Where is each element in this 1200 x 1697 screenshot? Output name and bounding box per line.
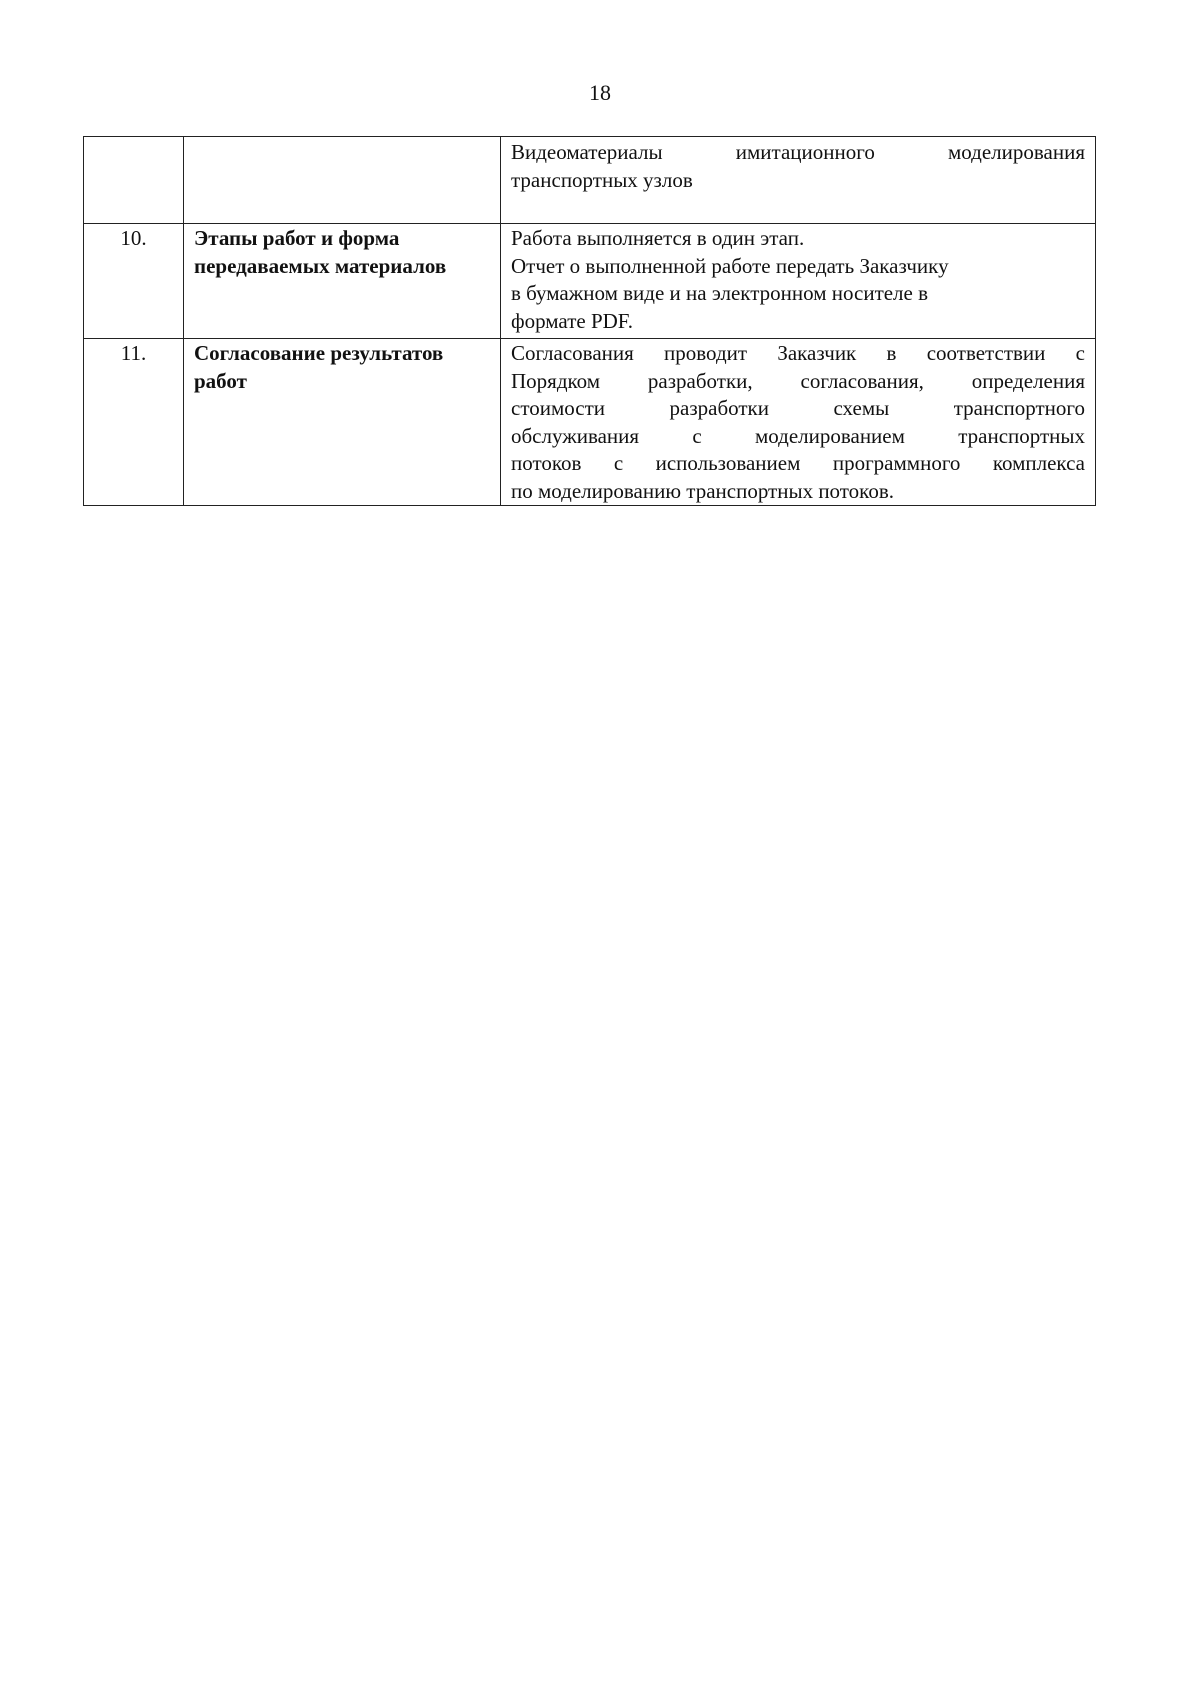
description-line: транспортных узлов	[511, 167, 693, 192]
name-line: работ	[194, 368, 247, 393]
name-line: Этапы работ и форма	[194, 226, 400, 250]
description-line: в бумажном виде и на электронном носителе в	[511, 281, 929, 305]
description-line: Согласования проводит Заказчик в соответствии с	[511, 341, 1085, 365]
description-line: по моделированию транспортных потоков.	[511, 478, 894, 503]
name-line: Согласование результатов	[194, 341, 444, 365]
description-line: стоимости разработки схемы транспортного	[511, 396, 1085, 420]
description-line: Видеоматериалы имитационного моделирования	[511, 140, 1085, 164]
row-number-cell: 11.	[84, 339, 184, 506]
page-number: 18	[589, 80, 611, 105]
row-name-cell	[184, 137, 501, 224]
row-description-cell	[501, 137, 1096, 224]
table-row-continuation	[84, 137, 1096, 224]
name-line: передаваемых материалов	[194, 253, 447, 278]
description-line: Порядком разработки, согласования, определения	[511, 368, 1085, 393]
row-description-cell	[501, 224, 1096, 339]
description-line: Работа выполняется в один этап.	[511, 226, 805, 250]
row-description-cell	[501, 339, 1096, 506]
row-name-cell	[184, 224, 501, 339]
row-number-cell	[84, 137, 184, 224]
table-row-10	[84, 224, 1096, 339]
description-line: Отчет о выполненной работе передать Заказчику	[511, 253, 949, 278]
row-number-cell: 10.	[84, 224, 184, 339]
description-line: потоков с использованием программного комплекса	[511, 451, 1085, 475]
description-line: обслуживания с моделированием транспортных	[511, 423, 1085, 448]
description-line: формате PDF.	[511, 308, 634, 333]
table-row-11	[84, 339, 1096, 506]
row-name-cell	[184, 339, 501, 506]
requirements-table	[83, 136, 1096, 506]
